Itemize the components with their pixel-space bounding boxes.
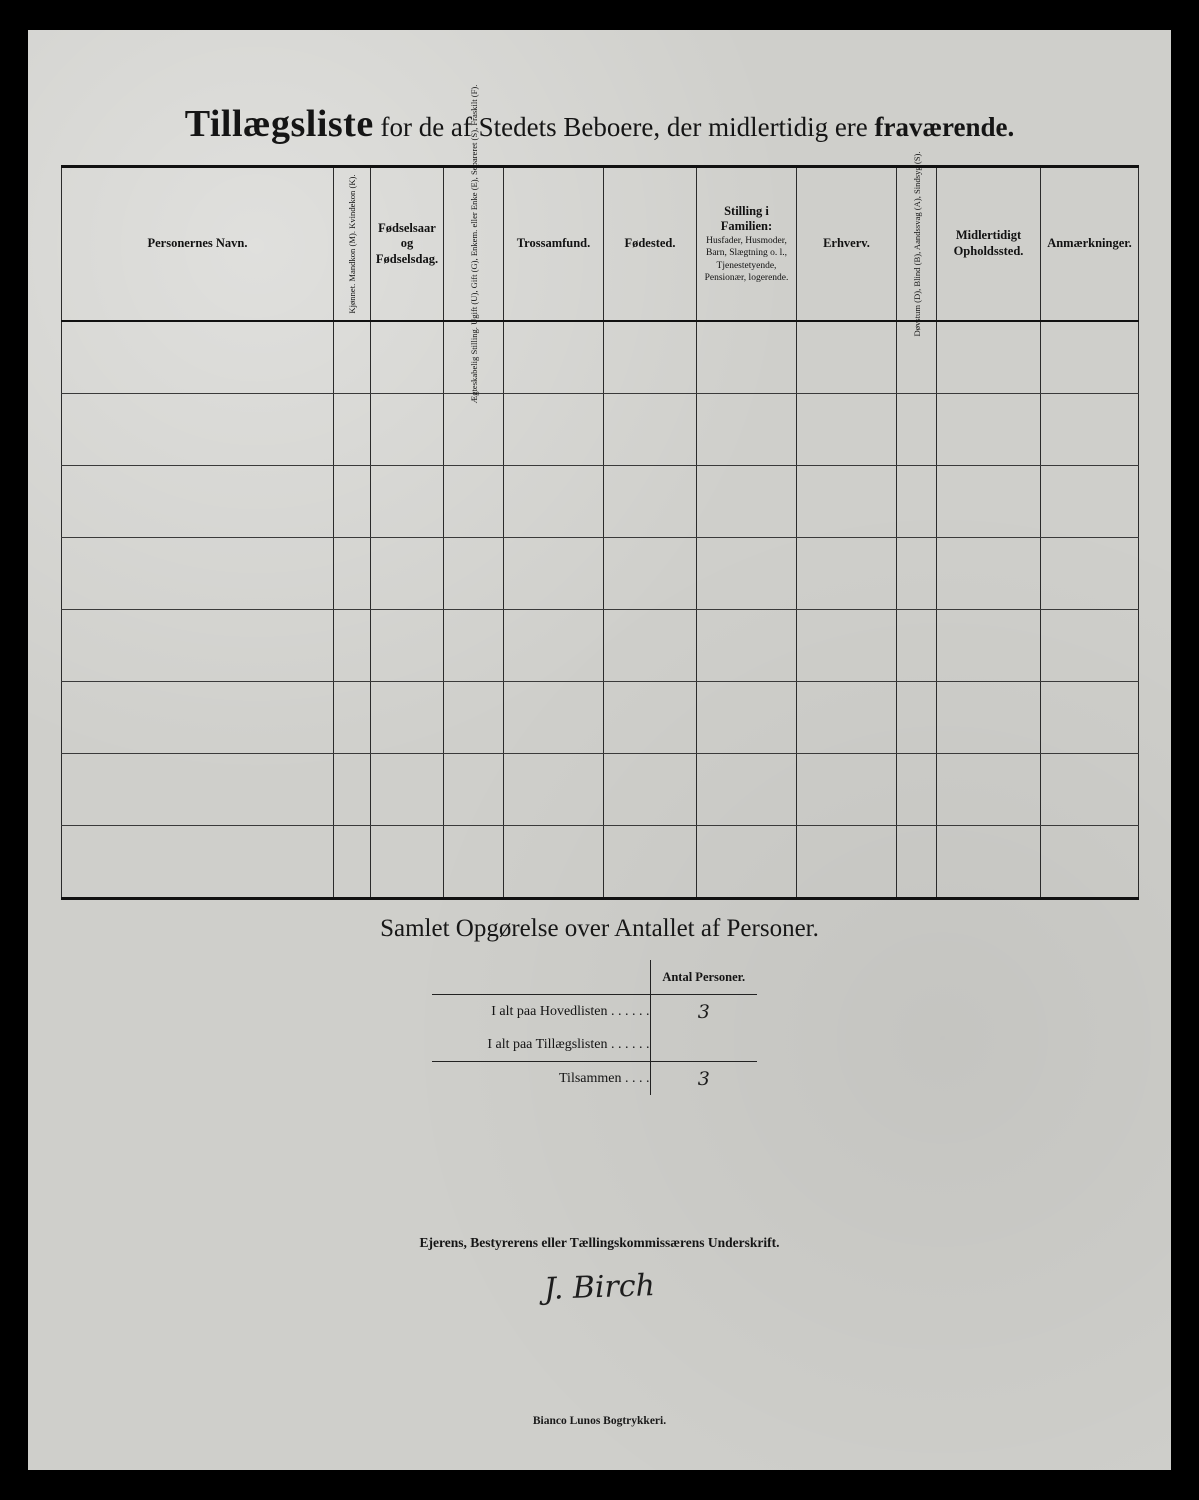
col-header-navn-label: Personernes Navn. — [147, 236, 248, 251]
cell-midlertidigt[interactable] — [937, 538, 1041, 610]
summary-label-tillaegslisten: I alt paa Tillægslisten . . . . . . — [432, 1028, 650, 1062]
cell-dovstum[interactable] — [897, 394, 937, 466]
cell-trossamfund[interactable] — [504, 321, 604, 394]
cell-anmaerkninger[interactable] — [1041, 826, 1139, 899]
col-header-dovstum-label: Døvstum (D), Blind (B), Aandssvag (A), Sindsyg (S). — [911, 151, 922, 337]
cell-trossamfund[interactable] — [504, 754, 604, 826]
summary-heading: Samlet Opgørelse over Antallet af Personer. — [380, 915, 819, 942]
summary-col-header: Antal Personer. — [650, 960, 757, 995]
summary-table — [432, 960, 757, 1095]
cell-anmaerkninger[interactable] — [1041, 754, 1139, 826]
cell-navn[interactable] — [62, 610, 334, 682]
cell-fodselsaar[interactable] — [371, 394, 444, 466]
cell-fodested[interactable] — [604, 826, 697, 899]
col-header-fodested — [604, 167, 697, 322]
cell-kjonn[interactable] — [334, 826, 371, 899]
cell-trossamfund[interactable] — [504, 538, 604, 610]
cell-fodested[interactable] — [604, 754, 697, 826]
summary-value-total[interactable]: 3 — [650, 1062, 757, 1096]
cell-midlertidigt[interactable] — [937, 321, 1041, 394]
cell-dovstum[interactable] — [897, 538, 937, 610]
cell-erhverv[interactable] — [797, 538, 897, 610]
cell-fodested[interactable] — [604, 321, 697, 394]
cell-anmaerkninger[interactable] — [1041, 321, 1139, 394]
cell-kjonn[interactable] — [334, 754, 371, 826]
cell-fodselsaar[interactable] — [371, 682, 444, 754]
cell-navn[interactable] — [62, 682, 334, 754]
cell-kjonn[interactable] — [334, 321, 371, 394]
col-header-trossamfund-label: Trossamfund. — [516, 236, 591, 251]
cell-fodested[interactable] — [604, 682, 697, 754]
table-row[interactable] — [62, 610, 1139, 682]
cell-midlertidigt[interactable] — [937, 610, 1041, 682]
cell-midlertidigt[interactable] — [937, 394, 1041, 466]
col-header-fodselsaar — [371, 167, 444, 322]
col-header-anmaerkninger-label: Anmærkninger. — [1047, 236, 1132, 251]
cell-stilling[interactable] — [697, 466, 797, 538]
page-title-rest: for de af Stedets Beboere, der midlertidig ere — [373, 112, 875, 142]
cell-anmaerkninger[interactable] — [1041, 466, 1139, 538]
col-header-dovstum — [897, 151, 937, 337]
summary-header-spacer — [432, 960, 650, 995]
col-header-midlertidigt-label: Midlertidigt Opholdssted. — [953, 228, 1024, 258]
col-header-midlertidigt — [937, 167, 1041, 322]
cell-stilling[interactable] — [697, 538, 797, 610]
col-header-fodselsaar-label: Fødselsaar og Fødselsdag. — [375, 220, 439, 266]
cell-midlertidigt[interactable] — [937, 754, 1041, 826]
cell-erhverv[interactable] — [797, 466, 897, 538]
cell-midlertidigt[interactable] — [937, 826, 1041, 899]
page-title-emphasis: fraværende. — [874, 112, 1015, 142]
cell-erhverv[interactable] — [797, 826, 897, 899]
summary-value-hovedlisten[interactable]: 3 — [650, 995, 757, 1029]
col-header-trossamfund — [504, 167, 604, 322]
cell-erhverv[interactable] — [797, 394, 897, 466]
cell-fodselsaar[interactable] — [371, 754, 444, 826]
col-header-aegteskabelig — [444, 84, 504, 404]
cell-stilling[interactable] — [697, 321, 797, 394]
cell-fodested[interactable] — [604, 538, 697, 610]
cell-midlertidigt[interactable] — [937, 682, 1041, 754]
summary-label-total: Tilsammen . . . . — [559, 1070, 650, 1086]
col-header-fodested-label: Fødested. — [624, 236, 676, 251]
col-header-erhverv — [797, 167, 897, 322]
cell-navn[interactable] — [62, 826, 334, 899]
table-row[interactable] — [62, 394, 1139, 466]
cell-fodselsaar[interactable] — [371, 538, 444, 610]
cell-stilling[interactable] — [697, 610, 797, 682]
cell-aegteskabelig[interactable] — [444, 466, 504, 538]
printer-footer: Bianco Lunos Bogtrykkeri. — [532, 1415, 667, 1427]
cell-navn[interactable] — [62, 538, 334, 610]
cell-trossamfund[interactable] — [504, 394, 604, 466]
cell-dovstum[interactable] — [897, 826, 937, 899]
cell-kjonn[interactable] — [334, 610, 371, 682]
cell-dovstum[interactable] — [897, 682, 937, 754]
cell-aegteskabelig[interactable] — [444, 394, 504, 466]
table-row[interactable] — [62, 754, 1139, 826]
cell-dovstum[interactable] — [897, 466, 937, 538]
table-row[interactable] — [62, 682, 1139, 754]
summary-row-tillaegslisten — [432, 1028, 757, 1062]
col-header-aegteskabelig-label: Ægteskabelig Stilling. Ugift (U), Gift (G), Enkem. eller Enke (E), Separeret (S), Fraskilt (F). — [468, 84, 479, 404]
cell-fodselsaar[interactable] — [371, 610, 444, 682]
cell-fodselsaar[interactable] — [371, 321, 444, 394]
absent-persons-table-body — [62, 321, 1139, 899]
cell-anmaerkninger[interactable] — [1041, 538, 1139, 610]
table-row[interactable] — [62, 321, 1139, 394]
cell-kjonn[interactable] — [334, 682, 371, 754]
cell-trossamfund[interactable] — [504, 610, 604, 682]
cell-anmaerkninger[interactable] — [1041, 682, 1139, 754]
cell-aegteskabelig[interactable] — [444, 538, 504, 610]
col-header-navn — [62, 167, 334, 322]
col-header-stilling-label: Stilling i Familien: — [720, 203, 773, 234]
cell-trossamfund[interactable] — [504, 466, 604, 538]
signature-label: Ejerens, Bestyrerens eller Tællingskommissærens Underskrift. — [419, 1235, 780, 1250]
cell-erhverv[interactable] — [797, 682, 897, 754]
cell-erhverv[interactable] — [797, 754, 897, 826]
cell-navn[interactable] — [62, 466, 334, 538]
cell-fodselsaar[interactable] — [371, 466, 444, 538]
cell-fodested[interactable] — [604, 394, 697, 466]
cell-anmaerkninger[interactable] — [1041, 394, 1139, 466]
cell-dovstum[interactable] — [897, 754, 937, 826]
summary-row-total — [432, 1062, 757, 1096]
col-header-kjonn-label: Kjønnet. Mandkon (M). Kvindekon (K). — [346, 174, 357, 314]
cell-fodselsaar[interactable] — [371, 826, 444, 899]
cell-trossamfund[interactable] — [504, 682, 604, 754]
col-header-anmaerkninger — [1041, 167, 1139, 322]
cell-stilling[interactable] — [697, 682, 797, 754]
col-header-stilling-sub: Husfader, Husmoder, Barn, Slægtning o. l., Tjenestetyende, Pensionær, logerende. — [704, 235, 789, 283]
summary-label-hovedlisten: I alt paa Hovedlisten . . . . . . — [491, 1003, 650, 1019]
cell-aegteskabelig[interactable] — [444, 754, 504, 826]
census-form-page — [28, 30, 1171, 1470]
cell-stilling[interactable] — [697, 826, 797, 899]
cell-fodested[interactable] — [604, 466, 697, 538]
cell-aegteskabelig[interactable] — [444, 826, 504, 899]
cell-fodested[interactable] — [604, 610, 697, 682]
col-header-kjonn — [334, 167, 371, 322]
cell-dovstum[interactable] — [897, 610, 937, 682]
page-title-main: Tillægsliste — [184, 103, 374, 145]
summary-row-hovedlisten — [432, 995, 757, 1029]
cell-midlertidigt[interactable] — [937, 466, 1041, 538]
summary-value-tillaegslisten[interactable] — [650, 1028, 757, 1062]
cell-aegteskabelig[interactable] — [444, 682, 504, 754]
col-header-erhverv-label: Erhverv. — [823, 236, 870, 251]
table-row[interactable] — [62, 466, 1139, 538]
cell-stilling[interactable] — [697, 394, 797, 466]
page-title — [28, 102, 1171, 146]
cell-erhverv[interactable] — [797, 610, 897, 682]
table-row[interactable] — [62, 826, 1139, 899]
cell-navn[interactable] — [62, 394, 334, 466]
cell-kjonn[interactable] — [334, 394, 371, 466]
cell-anmaerkninger[interactable] — [1041, 610, 1139, 682]
table-row[interactable] — [62, 538, 1139, 610]
cell-navn[interactable] — [62, 754, 334, 826]
cell-kjonn[interactable] — [334, 538, 371, 610]
col-header-stilling — [697, 167, 797, 322]
cell-aegteskabelig[interactable] — [444, 610, 504, 682]
cell-erhverv[interactable] — [797, 321, 897, 394]
cell-stilling[interactable] — [697, 754, 797, 826]
cell-trossamfund[interactable] — [504, 826, 604, 899]
summary-header-row — [432, 960, 757, 995]
cell-kjonn[interactable] — [334, 466, 371, 538]
cell-navn[interactable] — [62, 321, 334, 394]
signature-value: J. Birch — [543, 1268, 656, 1307]
